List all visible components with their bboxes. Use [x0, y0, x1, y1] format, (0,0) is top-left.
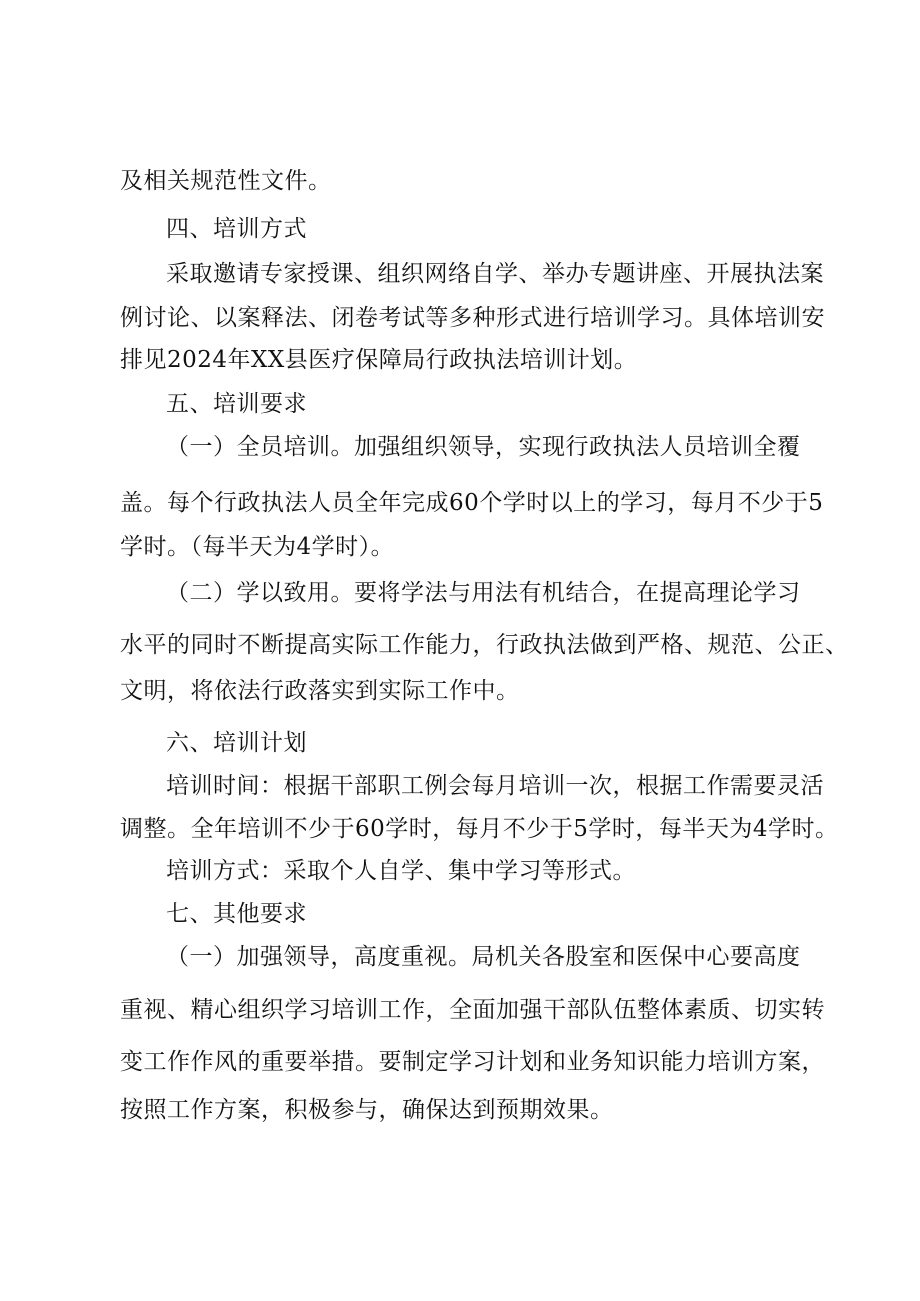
- paragraph-line: （一）全员培训。加强组织领导，实现行政执法人员培训全覆: [166, 434, 801, 460]
- paragraph-line: 采取邀请专家授课、组织网络自学、举办专题讲座、开展执法案: [166, 261, 824, 287]
- paragraph-line: （二）学以致用。要将学法与用法有机结合，在提高理论学习: [166, 580, 801, 606]
- paragraph-line: 重视、精心组织学习培训工作，全面加强干部队伍整体素质、切实转: [120, 997, 825, 1023]
- paragraph-line: 例讨论、以案释法、闭卷考试等多种形式进行培训学习。具体培训安: [120, 305, 825, 331]
- section-heading-training-method: 四、培训方式: [166, 216, 307, 242]
- paragraph-line: 盖。每个行政执法人员全年完成60个学时以上的学习，每月不少于5: [120, 490, 824, 516]
- paragraph-line: 文明，将依法行政落实到实际工作中。: [120, 678, 520, 704]
- paragraph-line: （一）加强领导，高度重视。局机关各股室和医保中心要高度: [166, 944, 801, 970]
- paragraph-line: 调整。全年培训不少于60学时，每月不少于5学时，每半天为4学时。: [120, 816, 839, 842]
- paragraph-line: 培训时间：根据干部职工例会每月培训一次，根据工作需要灵活: [166, 773, 824, 799]
- paragraph-line: 及相关规范性文件。: [120, 168, 332, 194]
- section-heading-training-plan: 六、培训计划: [166, 730, 307, 756]
- section-heading-training-requirements: 五、培训要求: [166, 391, 307, 417]
- paragraph-line: 培训方式：采取个人自学、集中学习等形式。: [166, 858, 636, 884]
- section-heading-other-requirements: 七、其他要求: [166, 901, 307, 927]
- paragraph-line: 变工作作风的重要举措。要制定学习计划和业务知识能力培训方案，: [120, 1049, 825, 1075]
- paragraph-line: 学时。（每半天为4学时）。: [120, 534, 395, 560]
- paragraph-line: 按照工作方案，积极参与，确保达到预期效果。: [120, 1097, 614, 1123]
- paragraph-line: 水平的同时不断提高实际工作能力，行政执法做到严格、规范、公正、: [120, 632, 849, 658]
- paragraph-line: 排见2024年XX县医疗保障局行政执法培训计划。: [120, 347, 638, 373]
